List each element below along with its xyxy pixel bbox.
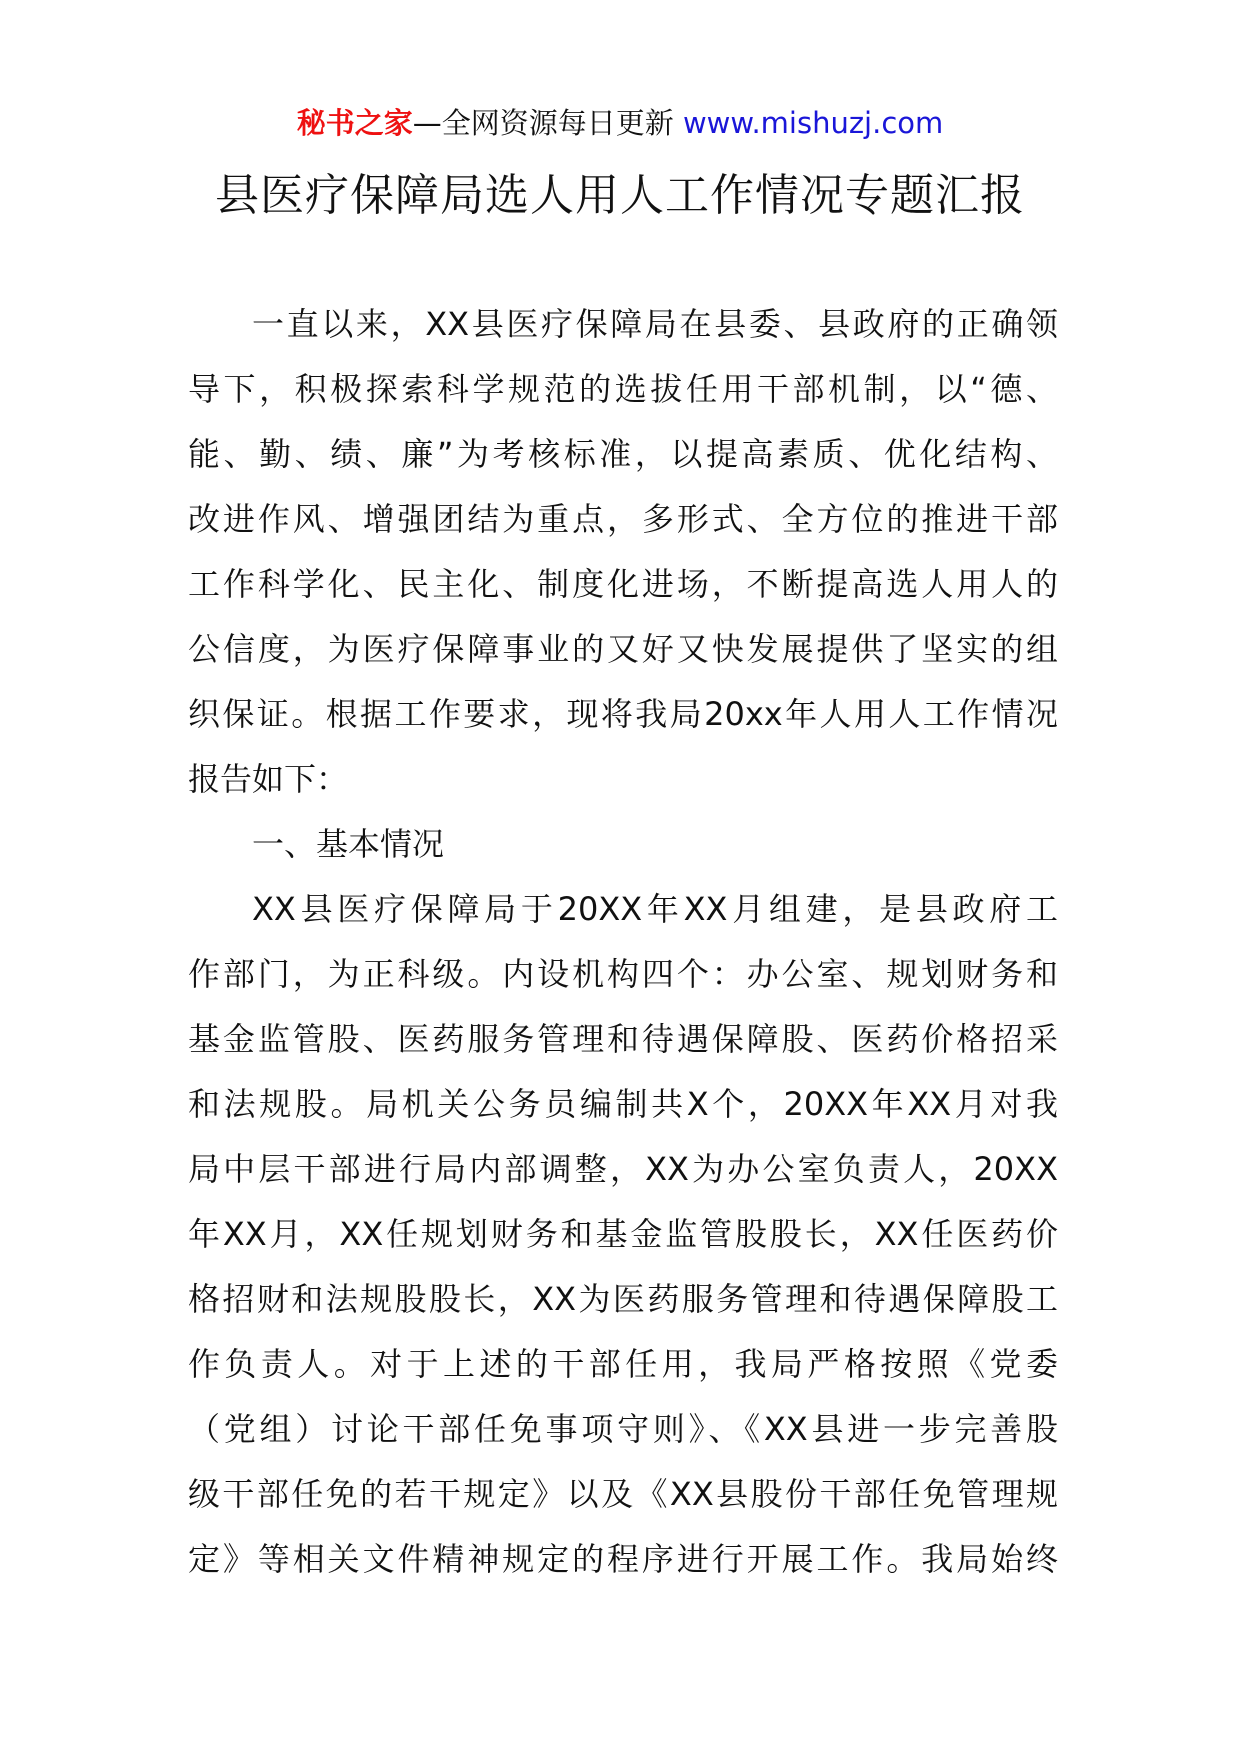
document-body (188, 292, 1058, 1592)
body-line: 基金监管股、医药服务管理和待遇保障股、医药价格招采 (188, 1020, 1058, 1058)
header-tagline: —全网资源每日更新 (412, 106, 683, 140)
body-line: 导下，积极探索科学规范的选拔任用干部机制，以“德、 (188, 370, 1058, 408)
body-line: 改进作风、增强团结为重点，多形式、全方位的推进干部 (188, 500, 1058, 538)
section-heading: 一、基本情况 (252, 825, 445, 863)
body-line: 年XX月，XX任规划财务和基金监管股股长，XX任医药价 (188, 1215, 1058, 1253)
body-line: 报告如下： (188, 760, 349, 798)
body-line: 公信度，为医疗保障事业的又好又快发展提供了坚实的组 (188, 630, 1058, 668)
body-line: 局中层干部进行局内部调整，XX为办公室负责人，20XX (188, 1150, 1058, 1188)
site-url-link[interactable]: www.mishuzj.com (682, 106, 944, 140)
body-line: 织保证。根据工作要求，现将我局20xx年人用人工作情况 (188, 695, 1058, 733)
body-line: （党组）讨论干部任免事项守则》、《XX县进一步完善股 (188, 1410, 1058, 1448)
site-header (0, 102, 1240, 144)
body-line: 级干部任免的若干规定》以及《XX县股份干部任免管理规 (188, 1475, 1058, 1513)
body-line: 工作科学化、民主化、制度化进场，不断提高选人用人的 (188, 565, 1058, 603)
body-line: 作负责人。对于上述的干部任用，我局严格按照《党委 (188, 1345, 1058, 1383)
body-line: 一直以来，XX县医疗保障局在县委、县政府的正确领 (252, 305, 1058, 343)
body-line: 和法规股。局机关公务员编制共X个，20XX年XX月对我 (188, 1085, 1058, 1123)
body-line: 能、勤、绩、廉”为考核标准，以提高素质、优化结构、 (188, 435, 1058, 473)
body-line: 定》等相关文件精神规定的程序进行开展工作。我局始终 (188, 1540, 1058, 1578)
brand-name: 秘书之家 (296, 106, 413, 140)
body-line: XX县医疗保障局于20XX年XX月组建，是县政府工 (252, 890, 1058, 928)
body-line: 作部门，为正科级。内设机构四个：办公室、规划财务和 (188, 955, 1058, 993)
body-line: 格招财和法规股股长，XX为医药服务管理和待遇保障股工 (188, 1280, 1058, 1318)
page-title: 县医疗保障局选人用人工作情况专题汇报 (215, 170, 1025, 221)
